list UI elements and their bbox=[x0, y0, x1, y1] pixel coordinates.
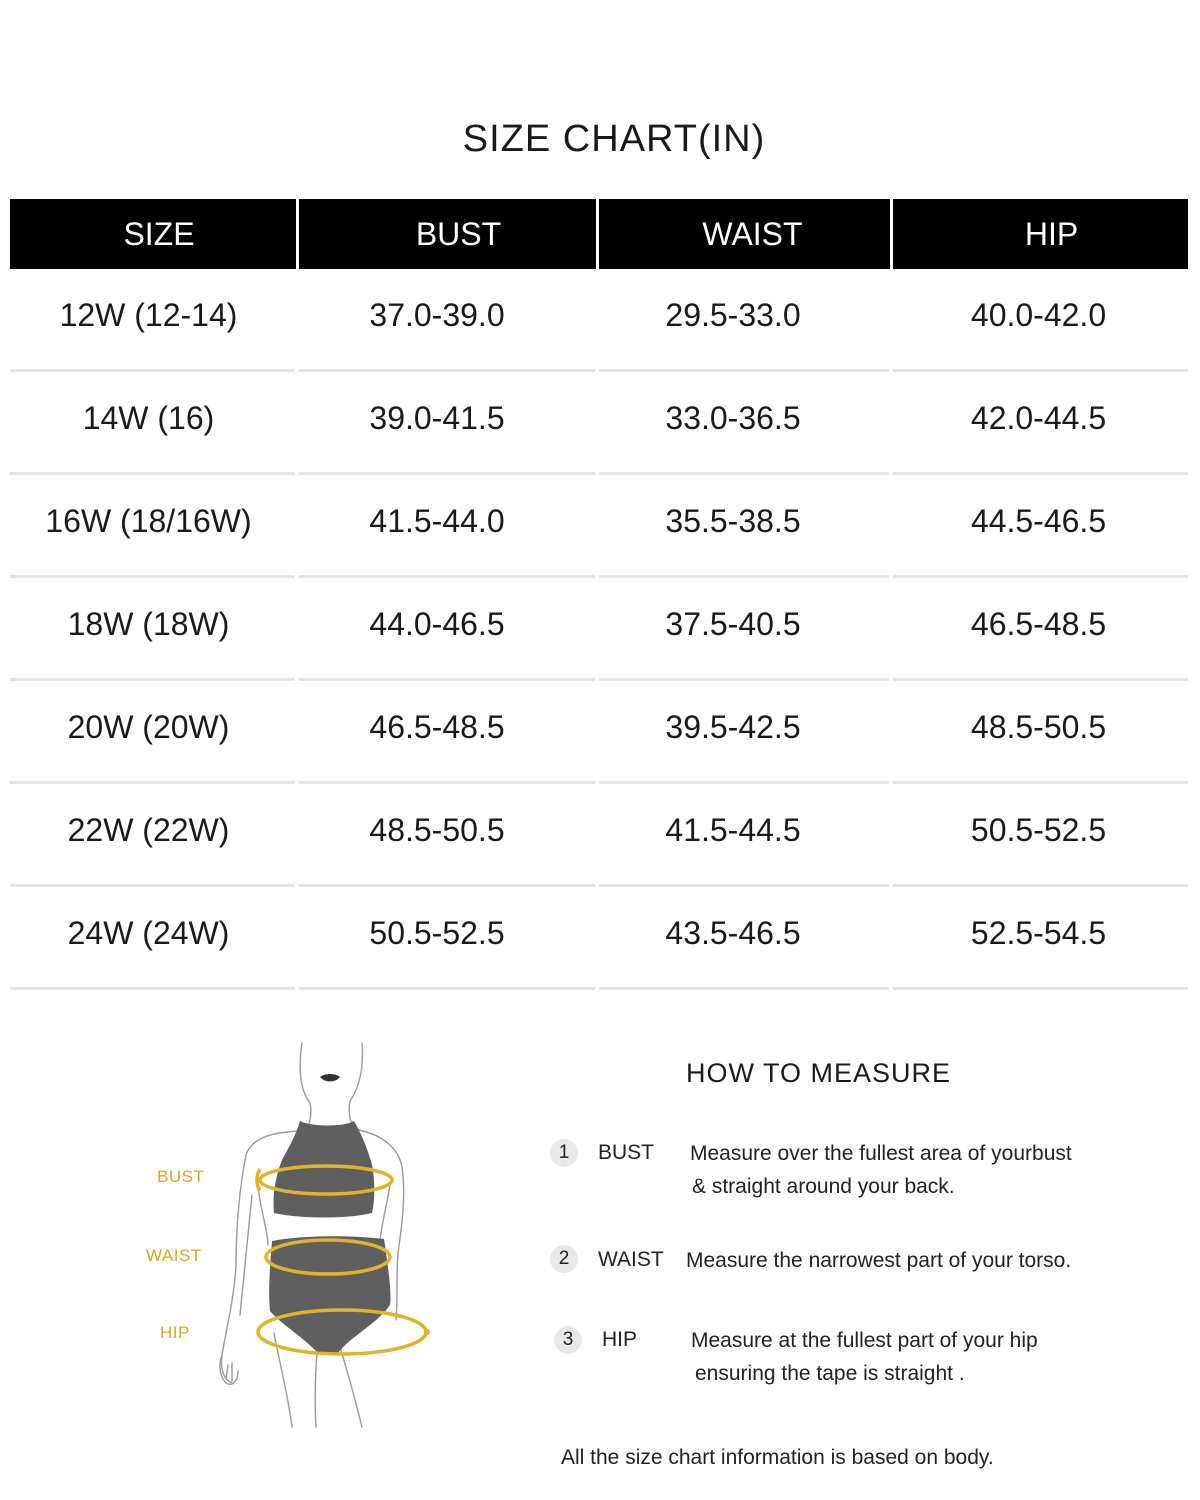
step-description bbox=[686, 1244, 1116, 1277]
table-row bbox=[10, 475, 1188, 578]
step-description bbox=[691, 1324, 1121, 1390]
step-description-line: ensuring the tape is straight . bbox=[695, 1362, 965, 1385]
hip-cell: 50.5-52.5 bbox=[893, 784, 1188, 887]
step-name: BUST bbox=[598, 1141, 655, 1164]
waist-cell: 35.5-38.5 bbox=[599, 475, 889, 578]
bust-cell: 46.5-48.5 bbox=[299, 681, 595, 784]
table-header bbox=[10, 199, 1188, 269]
hip-cell: 52.5-54.5 bbox=[893, 887, 1188, 990]
body-figure-icon bbox=[140, 1035, 440, 1435]
waist-label: WAIST bbox=[146, 1246, 202, 1265]
step-description-line: Measure the narrowest part of your torso. bbox=[686, 1249, 1072, 1272]
bust-cell: 50.5-52.5 bbox=[299, 887, 595, 990]
step-description-line: Measure over the fullest area of yourbust bbox=[690, 1142, 1072, 1165]
size-table bbox=[10, 199, 1188, 990]
bust-label: BUST bbox=[157, 1167, 205, 1186]
table-row bbox=[10, 681, 1188, 784]
bust-cell: 41.5-44.0 bbox=[299, 475, 595, 578]
hip-cell: 48.5-50.5 bbox=[893, 681, 1188, 784]
bust-cell: 37.0-39.0 bbox=[299, 269, 595, 372]
hip-cell: 44.5-46.5 bbox=[893, 475, 1188, 578]
body-illustration bbox=[140, 1035, 440, 1435]
bust-cell: 39.0-41.5 bbox=[299, 372, 595, 475]
step-description-line: & straight around your back. bbox=[692, 1175, 955, 1198]
header-size: SIZE bbox=[10, 199, 299, 269]
table-row bbox=[10, 784, 1188, 887]
step-name: HIP bbox=[602, 1328, 638, 1351]
size-cell: 12W (12-14) bbox=[10, 269, 295, 372]
table-row bbox=[10, 372, 1188, 475]
table-row bbox=[10, 578, 1188, 681]
bust-cell: 48.5-50.5 bbox=[299, 784, 595, 887]
step-number-badge: 2 bbox=[550, 1245, 578, 1273]
waist-cell: 33.0-36.5 bbox=[599, 372, 889, 475]
step-name: WAIST bbox=[598, 1248, 664, 1271]
how-to-measure-title: HOW TO MEASURE bbox=[686, 1058, 952, 1088]
size-cell: 22W (22W) bbox=[10, 784, 295, 887]
table-row bbox=[10, 269, 1188, 372]
size-cell: 24W (24W) bbox=[10, 887, 295, 990]
waist-cell: 39.5-42.5 bbox=[599, 681, 889, 784]
size-cell: 18W (18W) bbox=[10, 578, 295, 681]
header-bust: BUST bbox=[299, 199, 599, 269]
step-number-badge: 1 bbox=[550, 1139, 578, 1167]
hip-cell: 42.0-44.5 bbox=[893, 372, 1188, 475]
table-row bbox=[10, 887, 1188, 990]
hip-label: HIP bbox=[160, 1323, 190, 1342]
bust-cell: 44.0-46.5 bbox=[299, 578, 595, 681]
header-hip: HIP bbox=[893, 199, 1188, 269]
step-description-line: Measure at the fullest part of your hip bbox=[691, 1329, 1038, 1352]
footnote: All the size chart information is based on body. bbox=[561, 1446, 994, 1469]
waist-cell: 43.5-46.5 bbox=[599, 887, 889, 990]
page-title: SIZE CHART(IN) bbox=[462, 118, 766, 160]
step-description bbox=[690, 1137, 1120, 1203]
waist-cell: 41.5-44.5 bbox=[599, 784, 889, 887]
header-waist: WAIST bbox=[599, 199, 893, 269]
step-number-badge: 3 bbox=[554, 1326, 582, 1354]
size-cell: 16W (18/16W) bbox=[10, 475, 295, 578]
waist-cell: 37.5-40.5 bbox=[599, 578, 889, 681]
hip-cell: 46.5-48.5 bbox=[893, 578, 1188, 681]
hip-cell: 40.0-42.0 bbox=[893, 269, 1188, 372]
size-cell: 20W (20W) bbox=[10, 681, 295, 784]
size-cell: 14W (16) bbox=[10, 372, 295, 475]
waist-cell: 29.5-33.0 bbox=[599, 269, 889, 372]
